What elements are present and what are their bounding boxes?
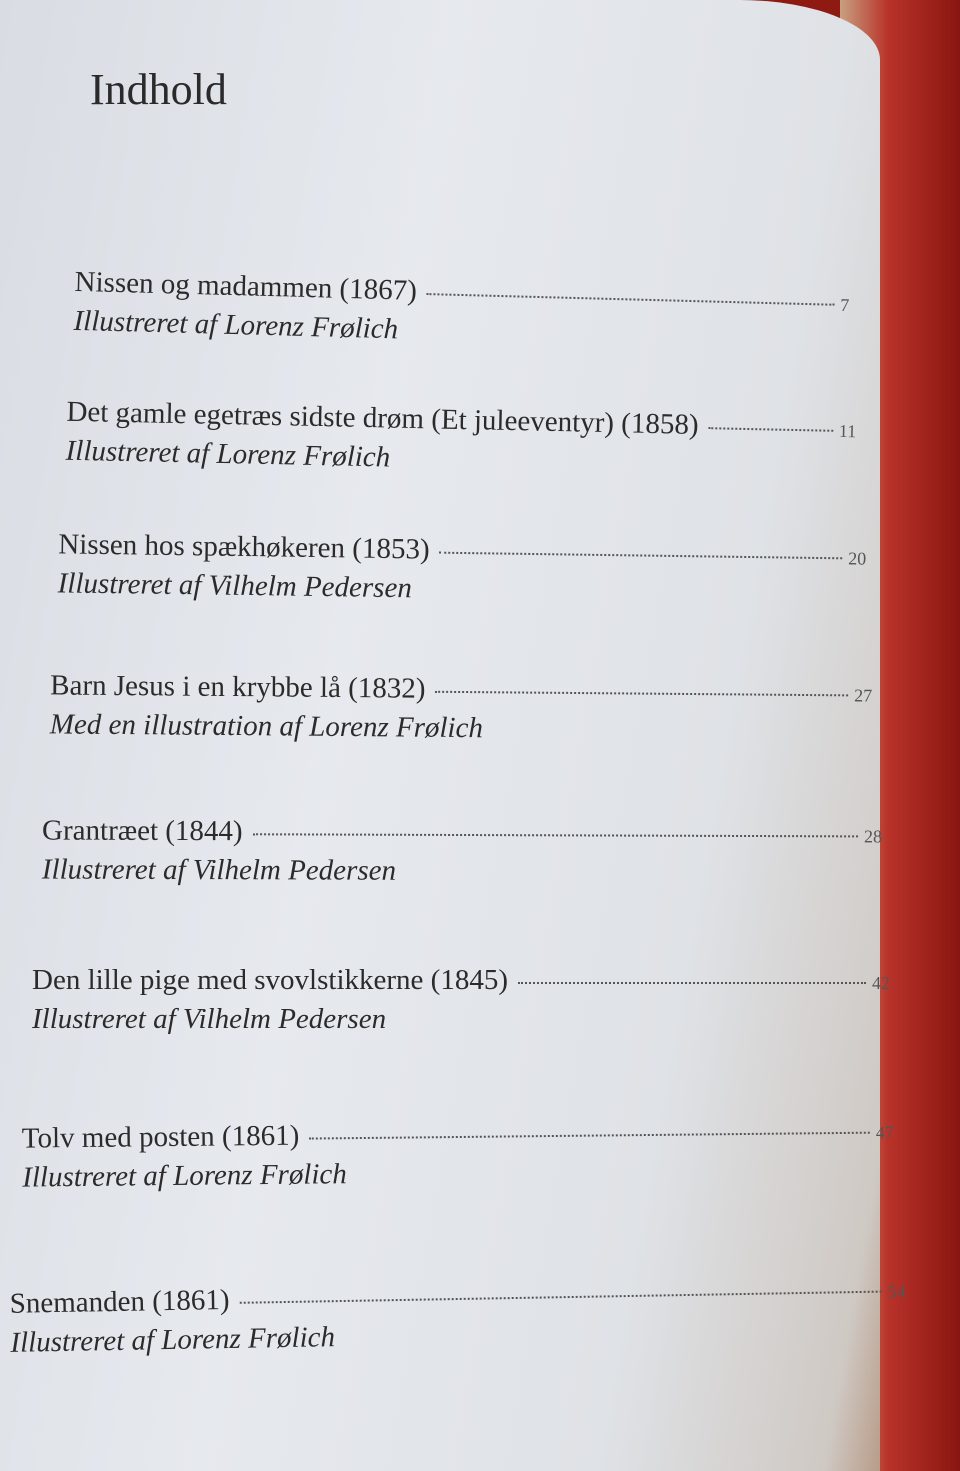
entry-title: Snemanden (1861) — [9, 1283, 230, 1320]
page-number: 42 — [872, 973, 890, 993]
leader-dots — [427, 293, 835, 306]
leader-dots — [708, 427, 832, 432]
entry-title: Nissen og madammen (1867) — [74, 265, 418, 307]
entry-title: Grantræet (1844) — [42, 814, 243, 848]
leader-dots — [253, 833, 858, 837]
page-number: 28 — [864, 826, 883, 847]
toc-entry — [58, 528, 867, 611]
entry-title: Barn Jesus i en krybbe lå (1832) — [50, 669, 426, 705]
leader-dots — [435, 691, 848, 697]
entry-illustrator: Illustreret af Vilhelm Pedersen — [41, 853, 397, 887]
toc-entry — [73, 266, 850, 358]
leader-dots — [518, 982, 866, 984]
page-number: 11 — [838, 420, 857, 442]
leader-dots — [309, 1132, 870, 1140]
page-number: 7 — [840, 294, 850, 316]
page-number: 47 — [875, 1122, 894, 1143]
leader-dots — [240, 1291, 882, 1304]
toc-entry — [9, 1272, 906, 1360]
entry-illustrator: Illustreret af Lorenz Frølich — [65, 434, 391, 474]
entry-illustrator: Illustreret af Lorenz Frølich — [10, 1321, 336, 1359]
entry-illustrator: Illustreret af Lorenz Frølich — [73, 304, 399, 346]
toc-entry — [22, 1113, 895, 1194]
entry-illustrator: Illustreret af Lorenz Frølich — [22, 1158, 347, 1194]
page-title: Indhold — [90, 65, 227, 114]
entry-illustrator: Illustreret af Vilhelm Pedersen — [57, 567, 413, 605]
entry-title: Det gamle egetræs sidste drøm (Et juleeventyr) (1858) — [66, 395, 699, 441]
entry-title: Nissen hos spækhøkeren (1853) — [58, 528, 430, 566]
leader-dots — [440, 552, 843, 560]
toc-entry — [50, 669, 873, 748]
page-number: 54 — [887, 1281, 906, 1302]
entry-title: Den lille pige med svovlstikkerne (1845) — [32, 964, 508, 996]
toc-entry — [65, 396, 856, 485]
entry-illustrator: Med en illustration af Lorenz Frølich — [49, 708, 484, 745]
toc-entry — [42, 815, 882, 890]
entry-title: Tolv med posten (1861) — [21, 1119, 300, 1155]
page-number: 20 — [848, 548, 867, 569]
page-number: 27 — [854, 685, 873, 706]
toc-entry — [32, 964, 890, 1036]
entry-illustrator: Illustreret af Vilhelm Pedersen — [32, 1003, 387, 1035]
